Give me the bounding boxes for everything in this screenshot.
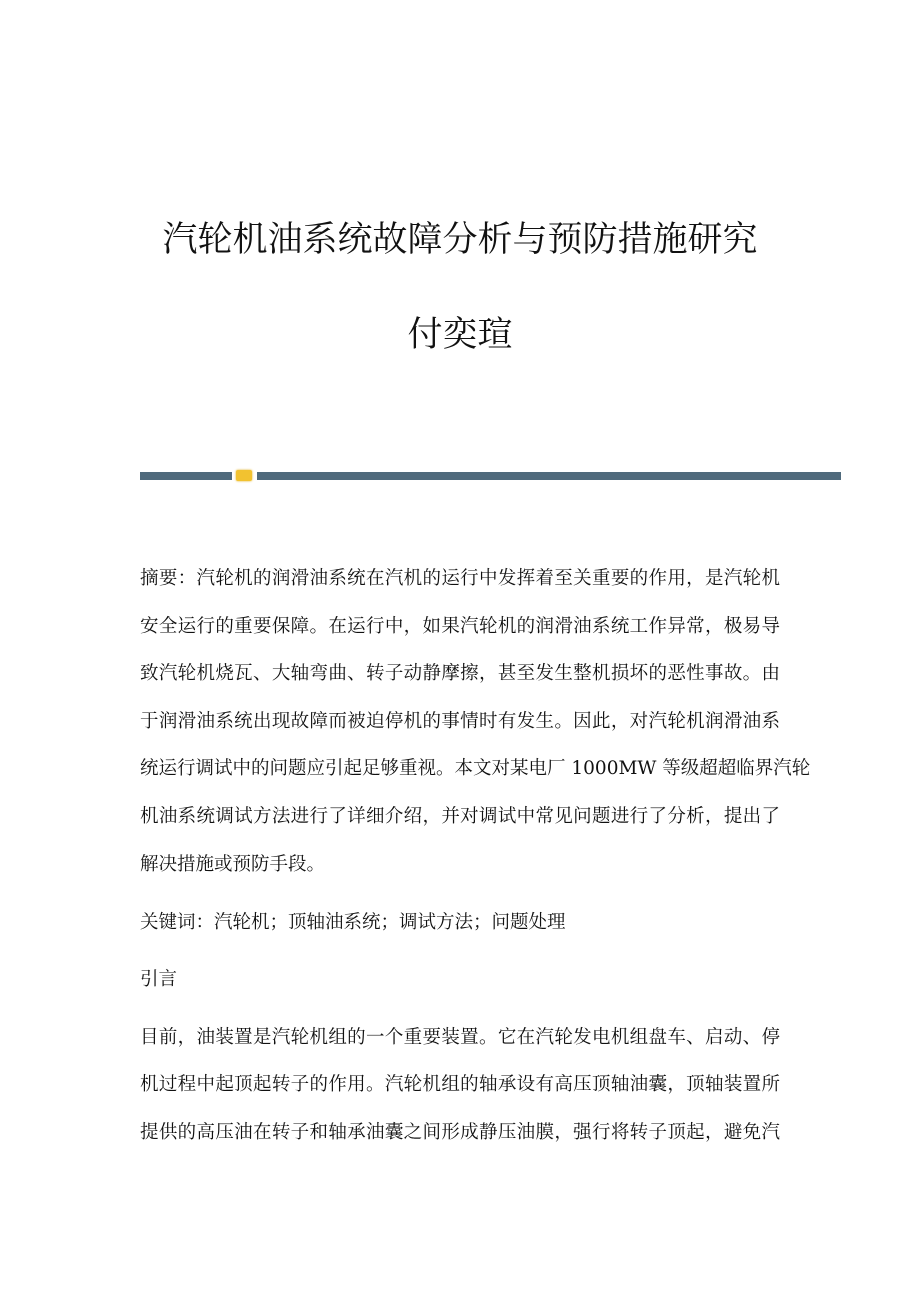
abstract-line: 安全运行的重要保障。在运行中，如果汽轮机的润滑油系统工作异常，极易导: [140, 616, 780, 637]
intro-line: 提供的高压油在转子和轴承油囊之间形成静压油膜，强行将转子顶起，避免汽: [140, 1122, 780, 1143]
abstract-line: 摘要：汽轮机的润滑油系统在汽机的运行中发挥着至关重要的作用，是汽轮机: [140, 568, 780, 589]
divider-bar-right: [257, 472, 841, 480]
keywords: 关键词：汽轮机；顶轴油系统；调试方法；问题处理: [140, 912, 566, 933]
divider-bar-left: [140, 472, 232, 480]
intro-line: 机过程中起顶起转子的作用。汽轮机组的轴承设有高压顶轴油囊，顶轴装置所: [140, 1074, 780, 1095]
ornament-icon: [236, 470, 252, 481]
document-title: 汽轮机油系统故障分析与预防措施研究: [162, 220, 758, 260]
abstract-line: 机油系统调试方法进行了详细介绍，并对调试中常见问题进行了分析，提出了: [140, 806, 780, 827]
abstract-line: 解决措施或预防手段。: [140, 854, 326, 875]
intro-line: 目前，油装置是汽轮机组的一个重要装置。它在汽轮发电机组盘车、启动、停: [140, 1027, 780, 1048]
title-divider: [140, 472, 841, 480]
abstract-line: 统运行调试中的问题应引起足够重视。本文对某电厂 1000MW 等级超超临界汽轮: [140, 758, 811, 779]
abstract-line: 致汽轮机烧瓦、大轴弯曲、转子动静摩擦，甚至发生整机损坏的恶性事故。由: [140, 663, 780, 684]
abstract-line: 于润滑油系统出现故障而被迫停机的事情时有发生。因此，对汽轮机润滑油系: [140, 711, 780, 732]
document-author: 付奕瑄: [407, 315, 513, 355]
intro-heading: 引言: [140, 969, 178, 990]
